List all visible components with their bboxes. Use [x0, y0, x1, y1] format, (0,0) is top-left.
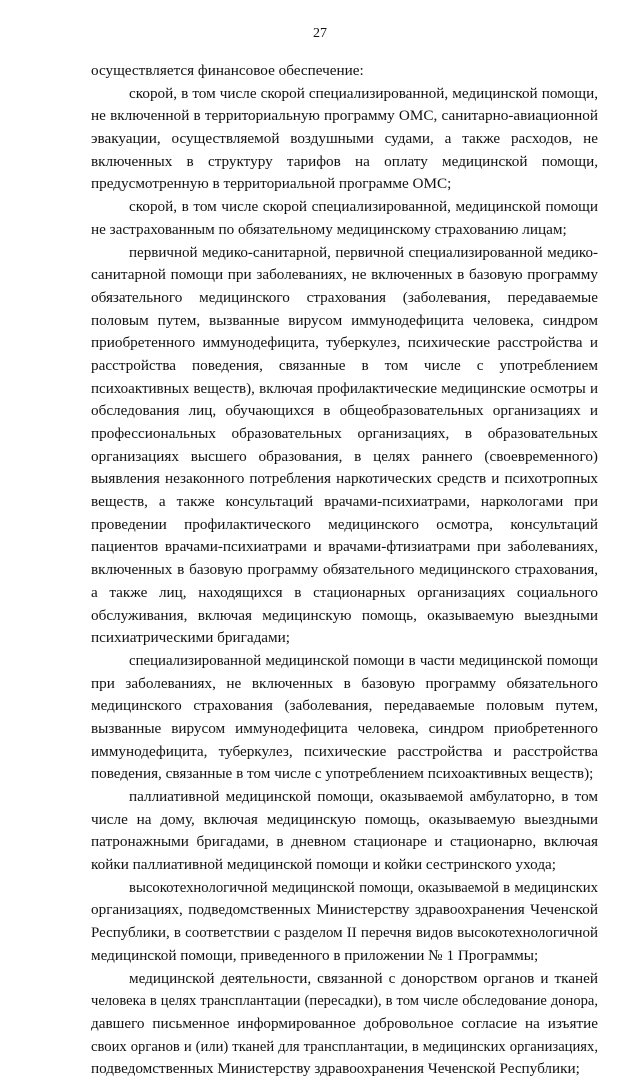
- paragraph: [91, 786, 598, 877]
- text-line: не застрахованным по обязательному медицинскому страхованию лицам;: [91, 220, 567, 238]
- paragraph: [91, 196, 598, 241]
- text-line: психоактивных веществ), включая профилактические медицинские осмотры и: [91, 380, 598, 397]
- text-line: включенных в базовую программу обязательного медицинского страхования,: [91, 561, 598, 579]
- text-line: подведомственных Министерству здравоохранения Чеченской Республики;: [91, 1060, 580, 1078]
- text-line: своих органов и (или) тканей для трансплантации, в медицинских организациях,: [91, 1038, 598, 1055]
- text-line: веществ, а также консультаций врачами-психиатрами, наркологами при: [91, 493, 598, 511]
- paragraph: [91, 83, 598, 196]
- text-line: паллиативной медицинской помощи, оказываемой амбулаторно, в том: [129, 788, 598, 805]
- paragraph: [91, 877, 598, 968]
- text-line: предусмотренную в территориальной программе ОМС;: [91, 175, 452, 193]
- page-number: 27: [313, 26, 327, 41]
- text-line: высокотехнологичной медицинской помощи, оказываемой в медицинских: [129, 879, 598, 896]
- text-line: первичной медико-санитарной, первичной специализированной медико-: [129, 244, 598, 261]
- paragraph: [91, 650, 598, 786]
- text-line: расстройства поведения, связанные в том числе с употреблением: [91, 356, 598, 374]
- text-line: вызванные вирусом иммунодефицита человека, синдром приобретенного: [91, 719, 598, 737]
- text-line: психиатрическими бригадами;: [91, 629, 290, 647]
- text-line: обслуживания, включая медицинскую помощь, оказываемую выездными: [91, 606, 598, 624]
- text-line: эвакуации, осуществляемой воздушными судами, а также расходов, не: [91, 130, 598, 148]
- text-line: поведения, связанные в том числе с употреблением психоактивных веществ);: [91, 765, 594, 783]
- text-line: не включенной в территориальную программу ОМС, санитарно-авиационной: [91, 107, 598, 125]
- text-line: Республики, в соответствии с разделом II перечня видов высокотехнологичной: [91, 925, 598, 942]
- text-line: числе на дому, включая медицинскую помощь, оказываемую выездными: [91, 810, 598, 828]
- text-line: койки паллиативной медицинской помощи и койки сестринского ухода;: [91, 856, 557, 874]
- text-line: выявления незаконного потребления наркотических средств и психотропных: [91, 470, 598, 488]
- text-line: специализированной медицинской помощи в части медицинской помощи: [129, 652, 598, 669]
- text-line: медицинской помощи, приведенного в приложении № 1 Программы;: [91, 946, 539, 964]
- text-line: скорой, в том числе скорой специализированной, медицинской помощи,: [129, 84, 598, 102]
- text-line: медицинского страхования (заболевания, передаваемые половым путем,: [91, 697, 598, 715]
- text-line: а также лиц, находящихся в стационарных организациях социального: [91, 583, 598, 601]
- text-line: пациентов врачами-психиатрами и врачами-фтизиатрами при заболеваниях,: [91, 538, 598, 556]
- text-line: обследования лиц, обучающихся в общеобразовательных организациях и: [91, 402, 598, 420]
- text-line: патронажными бригадами, в дневном стационаре и стационарно, включая: [91, 833, 598, 851]
- text-line: половым путем, вызванные вирусом иммунодефицита человека, синдром: [91, 311, 598, 329]
- document-body: [91, 60, 598, 1081]
- text-line: организациях, подведомственных Министерству здравоохранения Чеченской: [91, 901, 598, 919]
- text-line: проведении профилактического медицинского осмотра, консультаций: [91, 515, 598, 533]
- text-line: включенных в структуру тарифов на оплату медицинской помощи,: [91, 152, 598, 170]
- text-line: санитарной помощи при заболеваниях, не включенных в базовую программу: [91, 266, 598, 284]
- paragraph: [91, 60, 598, 83]
- text-line: профессиональных образовательных организациях, в образовательных: [91, 425, 598, 442]
- text-line: обязательного медицинского страхования (заболевания, передаваемые: [91, 288, 598, 306]
- text-line: осуществляется финансовое обеспечение:: [91, 62, 364, 79]
- text-line: скорой, в том числе скорой специализированной, медицинской помощи: [129, 198, 598, 216]
- text-line: при заболеваниях, не включенных в базовую программу обязательного: [91, 674, 598, 692]
- text-line: организациях высшего образования, в целях раннего (своевременного): [91, 447, 598, 465]
- text-line: человека в целях трансплантации (пересадки), в том числе обследование донора,: [91, 993, 598, 1010]
- text-line: медицинской деятельности, связанной с донорством органов и тканей: [129, 969, 598, 987]
- paragraph: [91, 242, 598, 650]
- text-line: приобретенного иммунодефицита, туберкулез, психические расстройства и: [91, 334, 598, 352]
- text-line: давшего письменное информированное добровольное согласие на изъятие: [91, 1014, 598, 1032]
- text-line: иммунодефицита, туберкулез, психические расстройства и расстройства: [91, 742, 598, 760]
- paragraph: [91, 968, 598, 1081]
